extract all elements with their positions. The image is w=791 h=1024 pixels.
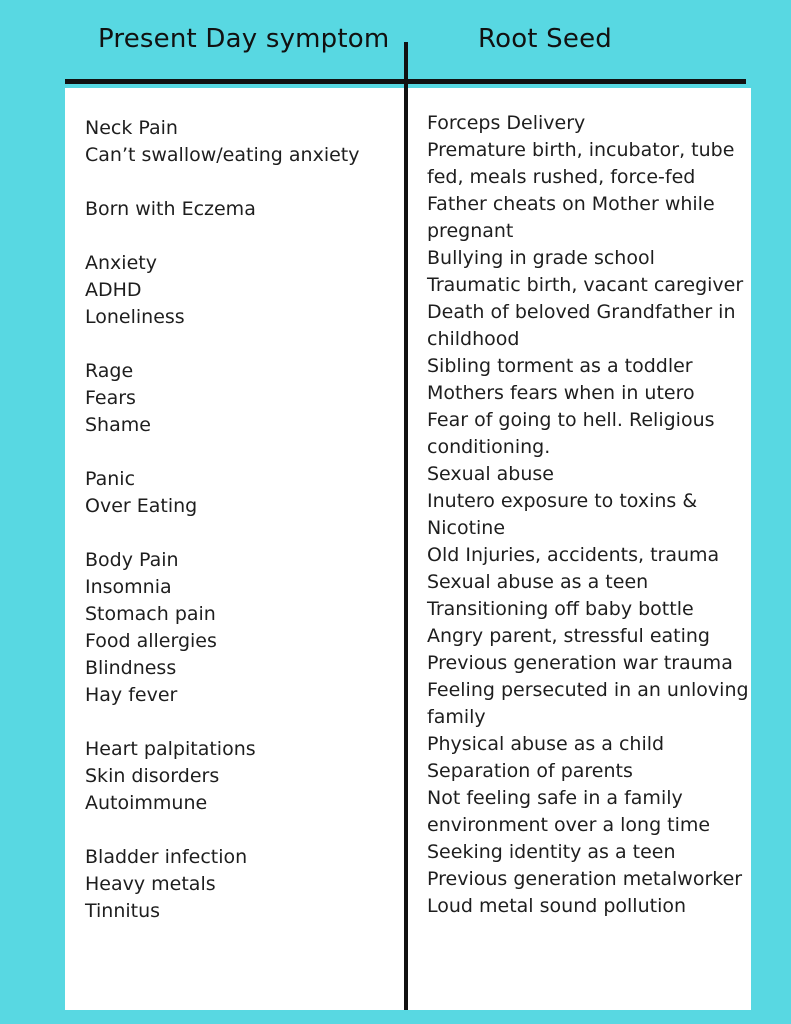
header-present-day-symptom: Present Day symptom (98, 24, 390, 54)
symptom-gap (85, 709, 359, 736)
root-seed-line: Sibling torment as a toddler (427, 355, 693, 377)
symptom-item: Over Eating (85, 495, 198, 517)
symptom-item: Food allergies (85, 630, 217, 652)
root-seed-line: Forceps Delivery (427, 112, 586, 134)
root-seed-line: Not feeling safe in a family (427, 787, 683, 809)
symptom-item: Insomnia (85, 576, 172, 598)
symptom-item: Loneliness (85, 306, 185, 328)
root-seed-line: Inutero exposure to toxins & (427, 490, 698, 512)
symptom-item: Born with Eczema (85, 198, 256, 220)
symptom-gap (85, 817, 359, 844)
root-seed-line: Previous generation metalworker (427, 868, 743, 890)
symptom-item: Fears (85, 387, 136, 409)
root-seed-line: childhood (427, 328, 520, 350)
root-seed-line: Angry parent, stressful eating (427, 625, 710, 647)
symptom-item: Neck Pain (85, 117, 178, 139)
root-seed-line: Sexual abuse as a teen (427, 571, 649, 593)
symptom-gap (85, 439, 359, 466)
root-seed-line: Old Injuries, accidents, trauma (427, 544, 720, 566)
root-seed-line: Traumatic birth, vacant caregiver (427, 274, 744, 296)
column-divider (404, 42, 408, 1010)
symptom-item: Bladder infection (85, 846, 248, 868)
root-seed-line: Mothers fears when in utero (427, 382, 695, 404)
symptom-gap (85, 223, 359, 250)
symptom-item: Tinnitus (85, 900, 161, 922)
symptom-item: ADHD (85, 279, 142, 301)
symptom-item: Autoimmune (85, 792, 208, 814)
symptom-item: Rage (85, 360, 134, 382)
symptom-item: Hay fever (85, 684, 178, 706)
root-seed-line: Bullying in grade school (427, 247, 655, 269)
symptom-list (85, 115, 359, 925)
root-seed-line: pregnant (427, 220, 514, 242)
root-seed-line: Physical abuse as a child (427, 733, 665, 755)
symptom-item: Heavy metals (85, 873, 216, 895)
symptom-item: Panic (85, 468, 136, 490)
header-root-seed: Root Seed (478, 24, 612, 54)
symptom-item: Anxiety (85, 252, 157, 274)
root-seed-line: Father cheats on Mother while (427, 193, 715, 215)
root-seed-line: Loud metal sound pollution (427, 895, 687, 917)
root-seed-line: Previous generation war trauma (427, 652, 733, 674)
root-seed-line: Premature birth, incubator, tube (427, 139, 735, 161)
root-seed-line: Feeling persecuted in an unloving (427, 679, 749, 701)
root-seed-line: Seeking identity as a teen (427, 841, 676, 863)
root-seed-line: environment over a long time (427, 814, 711, 836)
symptom-gap (85, 520, 359, 547)
root-seed-line: Death of beloved Grandfather in (427, 301, 736, 323)
root-seed-line: Transitioning off baby bottle (427, 598, 694, 620)
symptom-item: Shame (85, 414, 151, 436)
root-seed-line: fed, meals rushed, force-fed (427, 166, 696, 188)
root-seed-line: Nicotine (427, 517, 506, 539)
root-seed-line: Sexual abuse (427, 463, 554, 485)
root-seed-line: family (427, 706, 486, 728)
symptom-item: Can’t swallow/eating anxiety (85, 144, 360, 166)
symptom-item: Blindness (85, 657, 177, 679)
symptom-item: Heart palpitations (85, 738, 256, 760)
root-seed-line: Separation of parents (427, 760, 633, 782)
root-seed-line: Fear of going to hell. Religious (427, 409, 715, 431)
root-seed-list (427, 110, 749, 920)
symptom-item: Skin disorders (85, 765, 220, 787)
symptom-gap (85, 169, 359, 196)
root-seed-line: conditioning. (427, 436, 551, 458)
symptom-item: Stomach pain (85, 603, 216, 625)
symptom-item: Body Pain (85, 549, 179, 571)
symptom-gap (85, 331, 359, 358)
